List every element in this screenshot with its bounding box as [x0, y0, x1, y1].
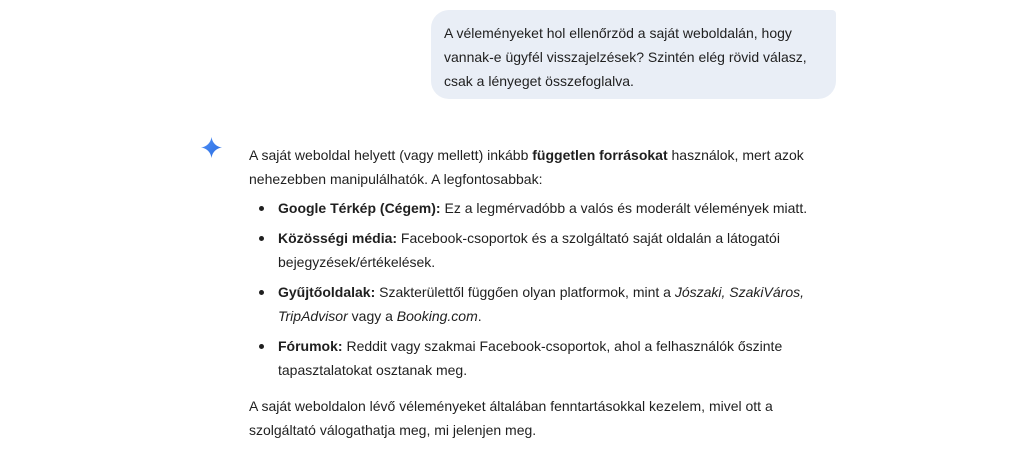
list-item	[249, 196, 809, 220]
list-item	[249, 334, 809, 382]
bullet-icon	[259, 290, 264, 295]
user-message-text: A véleményeket hol ellenőrzöd a saját weboldalán, hogy vannak-e ügyfél visszajelzések? Szintén elég rövid válasz, csak a lényeget összefoglalva.	[444, 25, 807, 89]
assistant-response	[249, 143, 809, 442]
intro-text-after: használok, mert azok nehezebben manipulálhatók. A legfontosabbak:	[249, 147, 804, 187]
list-item	[249, 280, 809, 328]
response-intro	[249, 143, 809, 191]
item-text: vagy a	[347, 308, 397, 324]
item-italic: Jószaki, SzakiVáros, TripAdvisor	[278, 284, 805, 324]
item-text: Szakterülettől függően olyan platformok, mint a	[375, 284, 675, 300]
bullet-icon	[259, 206, 264, 211]
item-text: Facebook-csoportok és a szolgáltató saját oldalán a látogatói bejegyzések/értékelések.	[278, 230, 780, 270]
list-item	[249, 226, 809, 274]
item-title: Közösségi média:	[278, 230, 398, 246]
user-message-bubble	[431, 10, 836, 99]
response-closing: A saját weboldalon lévő véleményeket általában fenntartásokkal kezelem, mivel ott a szolgáltató válogathatja meg, mi jelenjen meg.	[249, 398, 773, 438]
item-italic: Booking.com	[396, 308, 478, 324]
bullet-icon	[259, 236, 264, 241]
item-text: .	[477, 308, 482, 324]
sources-list	[249, 196, 809, 382]
intro-text: A saját weboldal helyett (vagy mellett) inkább	[249, 147, 533, 163]
item-title: Google Térkép (Cégem):	[278, 200, 441, 216]
item-title: Fórumok:	[278, 338, 343, 354]
item-text: Ez a legmérvadóbb a valós és moderált vélemények miatt.	[440, 200, 808, 216]
sparkle-icon	[201, 137, 222, 158]
bullet-icon	[259, 344, 264, 349]
intro-bold: független forrásokat	[532, 147, 668, 163]
item-title: Gyűjtőoldalak:	[278, 284, 376, 300]
item-text: Reddit vagy szakmai Facebook-csoportok, ahol a felhasználók őszinte tapasztalatokat osztanak meg.	[278, 338, 783, 378]
